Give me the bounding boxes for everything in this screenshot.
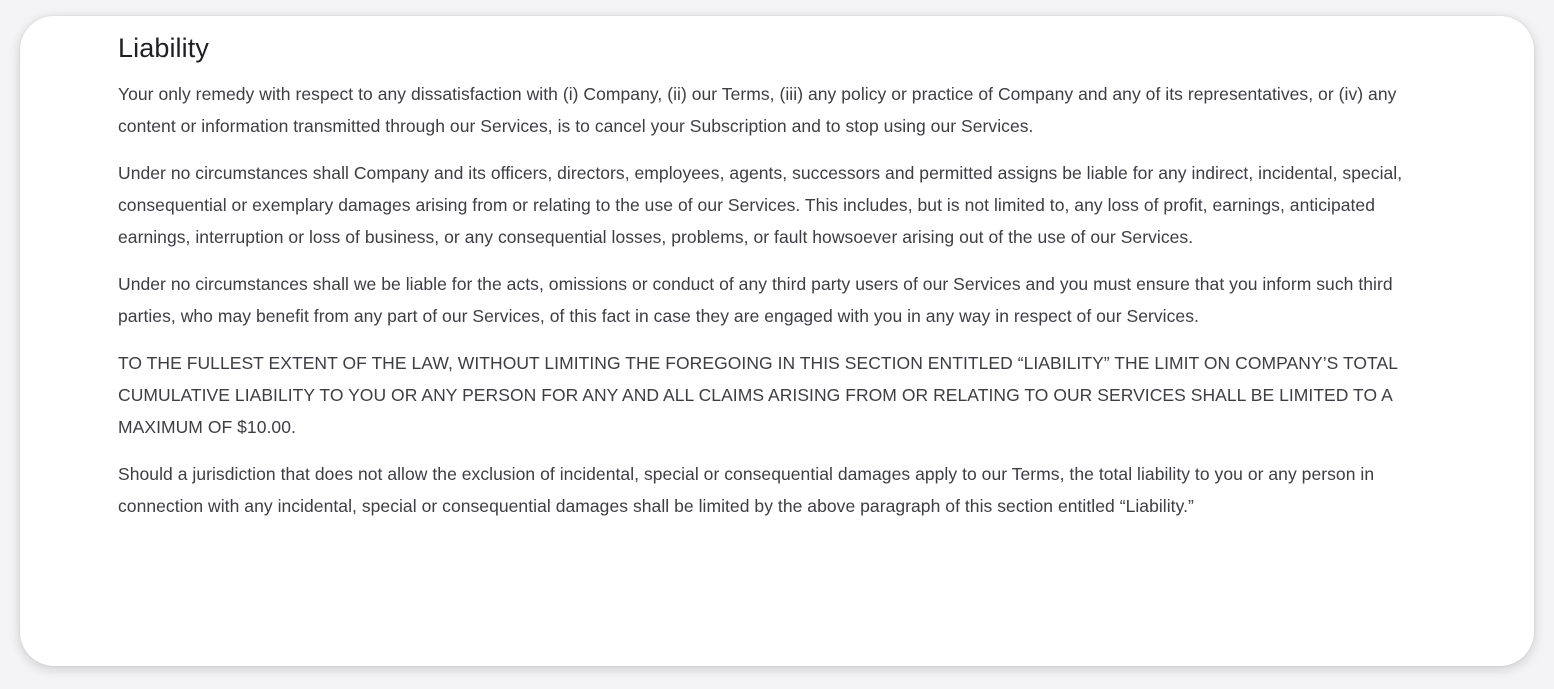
document-card bbox=[20, 16, 1534, 666]
liability-section bbox=[118, 30, 1448, 537]
paragraph-liability-cap: TO THE FULLEST EXTENT OF THE LAW, WITHOUT LIMITING THE FOREGOING IN THIS SECTION ENTITLED “LIABILITY” THE LIMIT ON COMPANY’S TOTAL CUMULATIVE LIABILITY TO YOU OR ANY PERSON FOR ANY AND ALL CLAIMS ARISING FROM OR RELATING TO OUR SERVICES SHALL BE LIMITED TO A MAXIMUM OF $10.00. bbox=[118, 353, 1398, 437]
paragraph-jurisdiction: Should a jurisdiction that does not allow the exclusion of incidental, special or consequential damages apply to our Terms, the total liability to you or any person in connection with any incidental, special or consequential damages shall be limited by the above paragraph of this section entitled “Liability.” bbox=[118, 464, 1375, 516]
section-heading: Liability bbox=[118, 33, 209, 63]
paragraph-third-party: Under no circumstances shall we be liable for the acts, omissions or conduct of any third party users of our Services and you must ensure that you inform such third parties, who may benefit from any part of our Services, of this fact in case they are engaged with you in any way in respect of our Services. bbox=[118, 274, 1393, 326]
paragraph-remedy: Your only remedy with respect to any dissatisfaction with (i) Company, (ii) our Terms, (iii) any policy or practice of Company and any of its representatives, or (iv) any content or information transmitted through our Services, is to cancel your Subscription and to stop using our Services. bbox=[118, 84, 1397, 136]
paragraph-no-indirect-damages: Under no circumstances shall Company and its officers, directors, employees, agents, successors and permitted assigns be liable for any indirect, incidental, special, consequential or exemplary damages arising from or relating to the use of our Services. This includes, but is not limited to, any loss of profit, earnings, anticipated earnings, interruption or loss of business, or any consequential losses, problems, or fault howsoever arising out of the use of our Services. bbox=[118, 163, 1403, 247]
